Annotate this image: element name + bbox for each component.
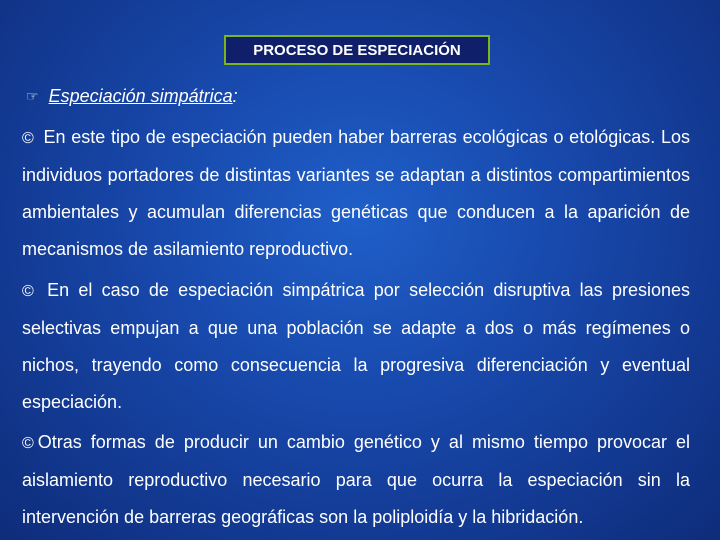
paragraph-2-text: En el caso de especiación simpátrica por selección disruptiva las presiones selectivas empujan a que una población se adapte a dos o más regímenes o nichos, trayendo como consecuencia la progresiva diferenciación y eventual especiación. <box>22 280 690 412</box>
slide-title: PROCESO DE ESPECIACIÓN <box>253 41 461 59</box>
subheading <box>26 86 238 107</box>
bullet-icon: © <box>22 283 34 300</box>
paragraph-1 <box>22 119 690 268</box>
subheading-text: Especiación simpátrica <box>48 86 233 106</box>
paragraph-3 <box>22 424 690 536</box>
paragraph-1-text: En este tipo de especiación pueden haber barreras ecológicas o etológicas. Los individuos portadores de distintas variantes se adaptan a distintos compartimientos ambientales y acumulan diferencias genéticas que conducen a la aparición de mecanismos de asilamiento reproductivo. <box>22 127 690 259</box>
bullet-icon: © <box>22 435 34 452</box>
pointing-hand-icon: ☞ <box>26 88 39 104</box>
paragraph-3-text: Otras formas de producir un cambio genético y al mismo tiempo provocar el aislamiento reproductivo necesario para que ocurra la especiación sin la intervención de barreras geográficas son la poliploidía y la hibridación. <box>22 432 690 527</box>
paragraph-2 <box>22 272 690 421</box>
subheading-colon: : <box>232 86 238 106</box>
bullet-icon: © <box>22 130 34 147</box>
slide-title-box <box>224 35 490 65</box>
